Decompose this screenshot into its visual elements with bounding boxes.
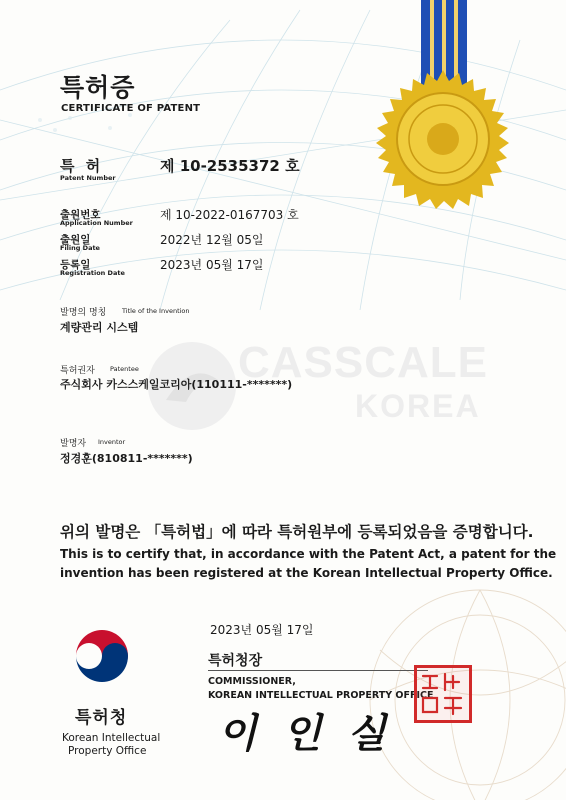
commissioner-title-en-line2: KOREAN INTELLECTUAL PROPERTY OFFICE bbox=[208, 690, 434, 701]
commissioner-title-en-line1: COMMISSIONER, bbox=[208, 676, 296, 687]
inventor-label: 발명자 bbox=[60, 439, 87, 449]
patent-number-label: 특 허 bbox=[60, 157, 104, 175]
patentee-label-en: Patentee bbox=[110, 365, 139, 373]
application-number-label-en: Application Number bbox=[60, 219, 133, 227]
application-number-value: 제 10-2022-0167703 호 bbox=[160, 208, 299, 222]
agency-name-en-line1: Korean Intellectual bbox=[62, 732, 161, 744]
commissioner-signature: 이 인 실 bbox=[218, 710, 392, 757]
registration-date-value: 2023년 05월 17일 bbox=[160, 258, 264, 272]
agency-name-en-line2: Property Office bbox=[68, 745, 147, 757]
certification-text-ko: 위의 발명은 「특허법」에 따라 특허원부에 등록되었음을 증명합니다. bbox=[60, 523, 534, 541]
inventor-value: 정경훈(810811-*******) bbox=[60, 452, 193, 465]
inventor-label-en: Inventor bbox=[98, 438, 126, 446]
patentee-value: 주식회사 카스스케일코리아(110111-*******) bbox=[60, 378, 293, 391]
patent-number-label-en: Patent Number bbox=[60, 174, 116, 182]
registration-date-label-en: Registration Date bbox=[60, 269, 125, 277]
invention-title-value: 계량관리 시스템 bbox=[60, 321, 139, 334]
invention-title-label: 발명의 명칭 bbox=[60, 308, 107, 318]
registration-date-label: 등록일 bbox=[60, 259, 91, 271]
document-subtitle: CERTIFICATE OF PATENT bbox=[61, 103, 201, 114]
commissioner-divider bbox=[208, 670, 428, 672]
patent-number-value: 제 10-2535372 호 bbox=[160, 157, 300, 175]
filing-date-value: 2022년 12월 05일 bbox=[160, 233, 264, 247]
certification-text-en-line2: invention has been registered at the Korean Intellectual Property Office. bbox=[60, 566, 553, 580]
document-title: 특허증 bbox=[60, 73, 136, 102]
patentee-label: 특허권자 bbox=[60, 366, 95, 376]
agency-name-ko: 특허청 bbox=[75, 708, 128, 728]
issue-date: 2023년 05월 17일 bbox=[210, 623, 314, 637]
filing-date-label-en: Filing Date bbox=[60, 244, 100, 252]
watermark-line2: KOREA bbox=[355, 388, 481, 424]
gold-seal-icon bbox=[372, 68, 514, 210]
application-number-label: 출원번호 bbox=[60, 209, 101, 221]
watermark-line1: CASSCALE bbox=[238, 338, 489, 387]
commissioner-title: 특허청장 bbox=[208, 653, 263, 669]
taegeuk-emblem-icon bbox=[68, 622, 136, 696]
invention-title-label-en: Title of the Invention bbox=[122, 307, 190, 315]
certification-text-en-line1: This is to certify that, in accordance with the Patent Act, a patent for the bbox=[60, 547, 557, 561]
filing-date-label: 출원일 bbox=[60, 234, 91, 246]
official-red-stamp-icon bbox=[414, 665, 472, 723]
